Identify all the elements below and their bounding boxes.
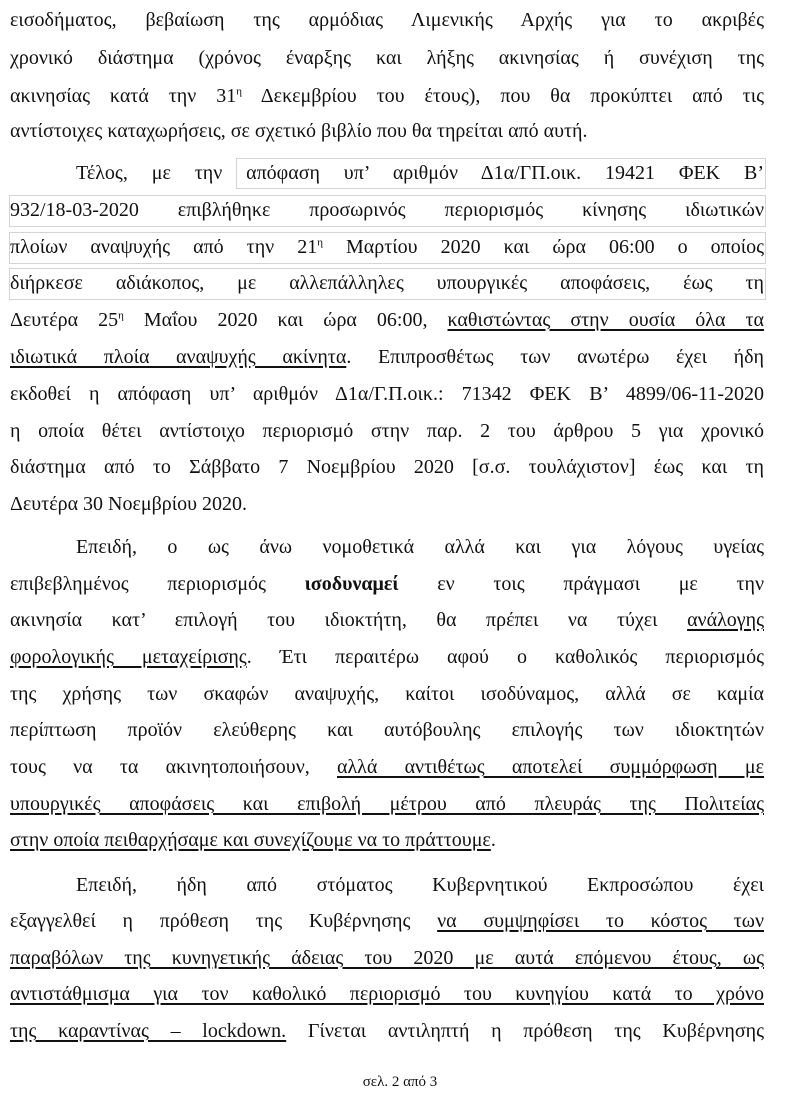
underlined-text: αντιστάθμισμα για τον καθολικό περιορισμό του κυνηγίου κατά το χρόνο <box>10 983 764 1005</box>
text-run: εν τοις πράγμασι με την <box>398 573 764 595</box>
underlined-text: καθιστώντας στην ουσία όλα τα <box>447 309 765 331</box>
superscript: η <box>317 236 323 249</box>
text-run: τους να τα ακινητοποιήσουν, <box>10 756 337 778</box>
bold-text: ισοδυναμεί <box>304 573 399 595</box>
underlined-text: φορολογικής μεταχείρισης <box>10 646 247 668</box>
text-line <box>10 825 764 855</box>
text-line <box>10 642 764 672</box>
text-run: Δεκεμβρίου του έτους), που θα προκύπτει από τις <box>241 85 764 107</box>
underlined-text: αλλά αντιθέτως αποτελεί συμμόρφωση με <box>336 756 764 778</box>
page-number-footer: σελ. 2 από 3 <box>362 1074 438 1090</box>
underlined-text: ιδιωτικά πλοία αναψυχής ακίνητα <box>10 346 347 368</box>
underlined-text: στην οποία πειθαρχήσαμε και συνεχίζουμε να το πράττουμε <box>10 829 491 851</box>
text-run: . Έτι περαιτέρω αφού ο καθολικός περιορισμός <box>246 646 764 668</box>
text-line: χρονικό διάστημα (χρόνος έναρξης και λήξης ακινησίας ή συνέχιση της <box>10 47 764 69</box>
text-line: περίπτωση προϊόν ελεύθερης και αυτόβουλης επιλογής των ιδιοκτητών <box>10 719 764 741</box>
text-line: 932/18-03-2020 επιβλήθηκε προσωρινός περιορισμός κίνησης ιδιωτικών <box>10 199 764 221</box>
text-line <box>10 752 764 782</box>
text-line: εκδοθεί η απόφαση υπ’ αριθμόν Δ1α/Γ.Π.οικ.: 71342 ΦΕΚ Β’ 4899/06-11-2020 <box>10 383 764 405</box>
text-line: της χρήσης των σκαφών αναψυχής, καίτοι ισοδύναμος, αλλά σε καμία <box>10 683 764 705</box>
text-run: . Επιπροσθέτως των ανωτέρω έχει ήδη <box>346 346 764 368</box>
text-line <box>10 943 764 973</box>
underlined-text: να συμψηφίσει το κόστος των <box>437 910 764 932</box>
text-run: εξαγγελθεί η πρόθεση της Κυβέρνησης <box>10 910 438 932</box>
text-run: Μαρτίου 2020 και ώρα 06:00 ο οποίος <box>323 236 764 258</box>
text-line <box>10 81 764 111</box>
text-run: Μαΐου 2020 και ώρα 06:00, <box>123 309 448 331</box>
text-line: διάστημα από το Σάββατο 7 Νοεμβρίου 2020 [σ.σ. τουλάχιστον] έως και τη <box>10 456 764 478</box>
text-run: Δευτέρα 25 <box>10 309 119 331</box>
text-run: πλοίων αναψυχής από την 21 <box>10 236 318 258</box>
text-line <box>10 789 764 819</box>
text-line: Επειδή, ο ως άνω νομοθετικά αλλά και για λόγους υγείας <box>76 536 764 558</box>
text-line: η οποία θέτει αντίστοιχο περιορισμό στην παρ. 2 του άρθρου 5 για χρονικό <box>10 420 764 442</box>
underlined-text: παραβόλων της κυνηγετικής άδειας του 2020 με αυτά επόμενου έτους, ως <box>10 947 764 969</box>
text-line <box>10 305 764 335</box>
text-line: διήρκεσε αδιάκοπος, με αλλεπάλληλες υπουργικές αποφάσεις, έως τη <box>10 272 764 294</box>
text-line <box>10 342 764 372</box>
text-line <box>10 906 764 936</box>
text-line <box>76 158 764 188</box>
underlined-text: υπουργικές αποφάσεις και επιβολή μέτρου από πλευράς της Πολιτείας <box>10 793 764 815</box>
text-run: . <box>490 829 496 851</box>
text-run: Γίνεται αντιληπτή η πρόθεση της Κυβέρνησης <box>286 1020 764 1042</box>
superscript: η <box>118 309 124 322</box>
text-line <box>10 569 764 599</box>
text-run: Τέλος, με την <box>76 162 247 184</box>
underlined-text: ανάλογης <box>687 609 764 631</box>
text-line <box>10 232 764 262</box>
text-line <box>10 1016 764 1046</box>
text-line <box>10 979 764 1009</box>
text-line: αντίστοιχες καταχωρήσεις, σε σχετικό βιβλίο που θα τηρείται από αυτή. <box>10 120 588 142</box>
text-run: επιβεβλημένος περιορισμός <box>10 573 305 595</box>
text-line: Επειδή, ήδη από στόματος Κυβερνητικού Εκπροσώπου έχει <box>76 874 764 896</box>
underlined-text: της καραντίνας – lockdown. <box>10 1020 287 1042</box>
text-line: Δευτέρα 30 Νοεμβρίου 2020. <box>10 493 248 515</box>
superscript: η <box>236 85 242 98</box>
text-run: ακινησίας κατά την 31 <box>10 85 237 107</box>
text-run: απόφαση υπ’ αριθμόν Δ1α/ΓΠ.οικ. 19421 ΦΕΚ Β’ <box>246 162 764 184</box>
text-line: εισοδήματος, βεβαίωση της αρμόδιας Λιμενικής Αρχής για το ακριβές <box>10 9 764 31</box>
text-run: ακινησία κατ’ επιλογή του ιδιοκτήτη, θα πρέπει να τύχει <box>10 609 688 631</box>
text-line <box>10 605 764 635</box>
